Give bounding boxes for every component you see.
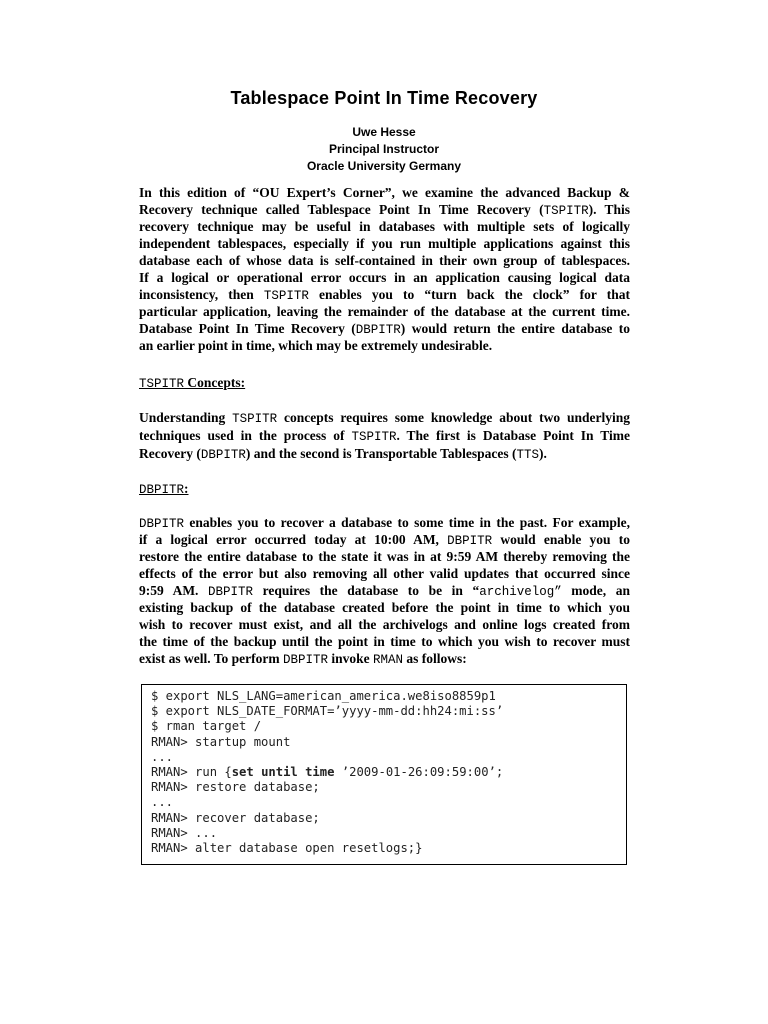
concepts-paragraph	[139, 409, 630, 464]
code-term: TSPITR	[139, 377, 185, 391]
code-line: ...	[151, 795, 174, 810]
code-line: RMAN> alter database open resetlogs;}	[151, 840, 423, 855]
text-run: Database Point In Time Recovery (	[139, 321, 356, 336]
text-run: inconsistency, then	[139, 287, 264, 302]
dbpitr-line	[139, 582, 630, 599]
dbpitr-line: existing backup of the database created before the point in time to which you	[139, 600, 630, 615]
concepts-line	[139, 427, 630, 444]
dbpitr-line	[139, 514, 630, 531]
text-run: requires the database to be in “	[253, 583, 480, 598]
text-run: . The first is Database Point In Time	[396, 428, 630, 443]
code-term: DBPITR	[139, 483, 185, 497]
dbpitr-line	[139, 650, 630, 669]
text-run: enables you to recover a database to some time in the past. For example,	[184, 515, 630, 530]
code-line: RMAN> startup mount	[151, 734, 291, 749]
text-run: Concepts:	[184, 375, 246, 390]
text-run: RMAN> run {	[151, 764, 232, 779]
text-run: ).	[539, 446, 547, 461]
dbpitr-paragraph	[139, 514, 630, 669]
text-run: ) and the second is Transportable Tablespaces (	[245, 446, 517, 461]
text-run: mode, an	[561, 583, 630, 598]
text-run: ) would return the entire database to	[400, 321, 630, 336]
code-term: archivelog”	[479, 585, 562, 599]
text-run: if a logical error occurred today at 10:00 AM,	[139, 532, 448, 547]
dbpitr-line: restore the entire database to the state it was in at 9:59 AM thereby removing the	[139, 549, 630, 564]
author-role: Principal Instructor	[328, 142, 440, 156]
code-term: TTS	[516, 448, 540, 462]
intro-paragraph	[139, 184, 630, 354]
text-run: ). This	[588, 202, 630, 217]
code-term: RMAN	[373, 653, 404, 667]
code-term: TSPITR	[263, 289, 309, 303]
code-line: $ export NLS_DATE_FORMAT=’yyyy-mm-dd:hh24:mi:ss’	[151, 704, 504, 719]
code-term: DBPITR	[200, 448, 246, 462]
intro-line: particular application, leaving the remainder of the database at the current time.	[139, 304, 630, 319]
code-term: DBPITR	[447, 534, 493, 548]
text-run: concepts requires some knowledge about two underlying	[277, 410, 630, 425]
code-line: RMAN> ...	[151, 825, 218, 840]
intro-line: recovery technique may be useful in databases with multiple sets of logically	[139, 219, 630, 234]
code-keyword: set until time	[231, 764, 335, 779]
dbpitr-line: wish to recover must exist, and all the archivelogs and online logs created from	[139, 617, 630, 632]
code-block	[141, 684, 627, 865]
code-term: DBPITR	[355, 323, 401, 337]
code-line	[151, 765, 617, 780]
author-name: Uwe Hesse	[352, 125, 416, 139]
code-term: TSPITR	[543, 204, 589, 218]
text-run: ’2009-01-26:09:59:00’;	[334, 764, 504, 779]
heading-text	[139, 480, 630, 499]
text-run: :	[184, 481, 189, 496]
intro-line	[139, 201, 630, 218]
intro-line: In this edition of “OU Expert’s Corner”, we examine the advanced Backup &	[139, 185, 630, 200]
text-run: 9:59 AM.	[139, 583, 208, 598]
code-line: RMAN> recover database;	[151, 810, 320, 825]
code-line: $ rman target /	[151, 719, 262, 734]
text-run: exist as well. To perform	[139, 651, 283, 666]
text-run: Recovery technique called Tablespace Point In Time Recovery (	[139, 202, 544, 217]
code-term: DBPITR	[208, 585, 254, 599]
text-run: enables you to “turn back the clock” for that	[308, 287, 630, 302]
code-line: RMAN> restore database;	[151, 780, 320, 795]
concepts-line	[139, 409, 630, 426]
concepts-line	[139, 445, 630, 464]
text-run: Understanding	[139, 410, 233, 425]
dbpitr-line	[139, 531, 630, 548]
code-term: DBPITR	[283, 653, 329, 667]
text-run: techniques used in the process of	[139, 428, 352, 443]
intro-line	[139, 320, 630, 337]
author-block	[0, 124, 768, 175]
code-line: $ export NLS_LANG=american_america.we8iso8859p1	[151, 689, 496, 703]
section-heading-concepts	[139, 374, 630, 393]
section-heading-dbpitr	[139, 480, 630, 499]
dbpitr-line: effects of the error but also removing all other valid updates that occurred since	[139, 566, 630, 581]
code-term: DBPITR	[139, 517, 185, 531]
document-title: Tablespace Point In Time Recovery	[230, 88, 538, 108]
intro-line	[139, 286, 630, 303]
intro-line: If a logical or operational error occurs in an application causing logical data	[139, 270, 630, 285]
text-run: as follows:	[403, 651, 467, 666]
heading-text	[139, 374, 630, 393]
author-org: Oracle University Germany	[306, 159, 462, 173]
code-term: TSPITR	[232, 412, 278, 426]
intro-line: database each of whose data is self-contained in their own group of tablespaces.	[139, 253, 630, 268]
text-run: would enable you to	[492, 532, 630, 547]
dbpitr-line: the time of the backup until the point in time to which you wish to recover must	[139, 634, 630, 649]
code-line: ...	[151, 749, 174, 764]
intro-line: independent tablespaces, especially if you run multiple applications against this	[139, 236, 630, 251]
text-run: Recovery (	[139, 446, 201, 461]
text-run: invoke	[328, 651, 374, 666]
intro-line: an earlier point in time, which may be extremely undesirable.	[139, 338, 493, 353]
code-term: TSPITR	[351, 430, 397, 444]
